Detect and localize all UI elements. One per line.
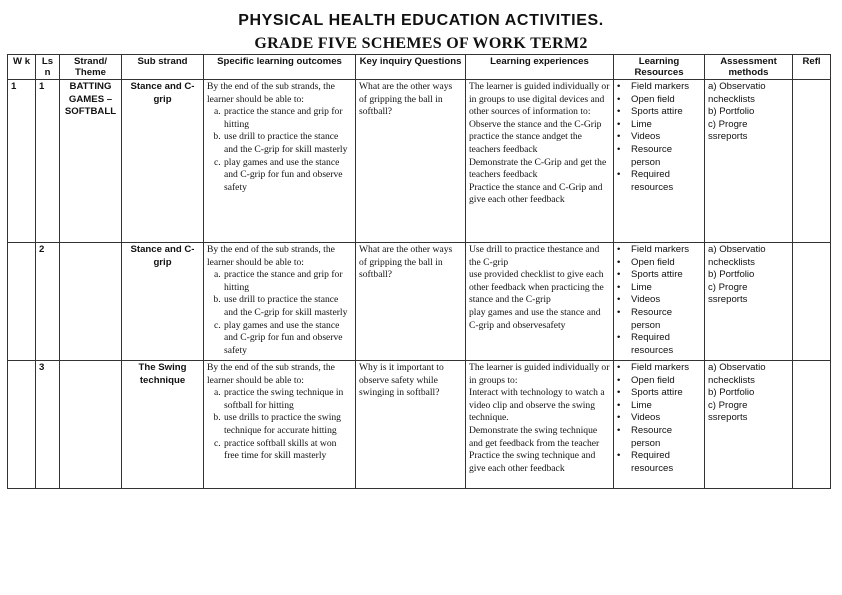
resource-item (617, 374, 701, 388)
week-cell (8, 243, 36, 361)
header-inquiry: Key inquiry Questions (356, 55, 466, 80)
resource-item (617, 362, 701, 375)
experience-item: play games and use the stance and C-grip and observesafety (469, 306, 601, 331)
experience-item: use provided checklist to give each other feedback when practicing the stance and the C-grip (469, 269, 604, 306)
sub-strand-text: The Swing technique (138, 362, 187, 386)
resource-item (617, 269, 701, 282)
resource-item (617, 81, 701, 94)
inquiry-cell (356, 361, 466, 489)
week-cell (8, 361, 36, 489)
header-outcomes: Specific learning outcomes (204, 55, 356, 80)
header-reflection: Refl (793, 55, 831, 80)
outcomes-intro: By the end of the sub strands, the learner should be able to: (207, 244, 335, 268)
resource-item (617, 118, 701, 132)
reflection-cell (793, 361, 831, 489)
assessment-item: a) Observatio nchecklists (708, 81, 766, 105)
experience-item: The learner is guided individually or in groups to: (469, 362, 610, 386)
bullet-icon: • (617, 143, 621, 155)
assessment-item: b) Portfolio (708, 387, 755, 399)
strand-cell (60, 243, 122, 361)
bullet-icon: • (617, 306, 621, 318)
resource-text: Sports attire (631, 269, 683, 281)
bullet-icon: • (617, 244, 621, 255)
strand-cell (60, 361, 122, 489)
resources-list (617, 244, 701, 357)
resource-item (617, 244, 701, 257)
sub-strand-text: Stance and C-grip (130, 81, 195, 105)
header-row (8, 55, 831, 80)
assessment-cell (705, 243, 793, 361)
strand-cell (60, 80, 122, 243)
sub-strand-cell (122, 80, 204, 243)
resource-item (617, 281, 701, 295)
outcomes-list (207, 106, 352, 194)
resource-text: Lime (631, 118, 652, 130)
header-lesson: Ls n (36, 55, 60, 80)
resource-item (617, 450, 701, 475)
outcome-item: b. use drill to practice the stance and the C-grip for skill masterly (223, 131, 352, 156)
outcome-item: a. practice the stance and grip for hitting (223, 106, 352, 131)
table-row (8, 80, 831, 243)
resource-item (617, 412, 701, 425)
experience-item: Practice the swing technique and give each other feedback (469, 450, 596, 474)
resource-text: Lime (631, 281, 652, 293)
resource-item (617, 424, 701, 450)
bullet-icon: • (617, 118, 621, 130)
lesson-cell (36, 80, 60, 243)
assessment-item: a) Observatio nchecklists (708, 362, 766, 386)
resources-cell (614, 243, 705, 361)
bullet-icon: • (617, 169, 621, 181)
resource-text: Field markers (631, 362, 690, 373)
resource-text: Open field (631, 256, 675, 268)
outcome-item: b. use drills to practice the swing technique for accurate hitting (223, 412, 352, 437)
assessment-item: c) Progre ssreports (708, 399, 748, 424)
experience-item: practice the stance andget the teachers feedback (469, 131, 582, 155)
resource-item (617, 131, 701, 144)
resource-text: Resource person (631, 143, 673, 168)
outcome-item: c. play games and use the stance and C-grip for fun and observe safety (223, 157, 352, 195)
outcome-item: a. practice the swing technique in softball for hitting (223, 387, 352, 412)
outcome-item: c. play games and use the stance and C-grip for fun and observe safety (223, 320, 352, 358)
assessment-list (708, 362, 789, 425)
lesson-cell (36, 243, 60, 361)
resource-item (617, 169, 701, 194)
resource-item (617, 306, 701, 332)
assessment-cell (705, 361, 793, 489)
bullet-icon: • (617, 412, 621, 424)
outcomes-intro: By the end of the sub strands, the learner should be able to: (207, 81, 335, 105)
bullet-icon: • (617, 387, 621, 399)
experience-item: Observe the stance and the C-Grip (469, 118, 602, 130)
experience-item: Demonstrate the C-Grip and get the teachers feedback (469, 156, 607, 181)
bullet-icon: • (617, 374, 621, 386)
resource-item (617, 294, 701, 307)
sub-strand-cell (122, 361, 204, 489)
resource-text: Required resources (631, 450, 674, 474)
experience-item: Interact with technology to watch a video clip and observe the swing technique. (469, 387, 605, 424)
resource-item (617, 106, 701, 119)
header-strand: Strand/ Theme (60, 55, 122, 80)
week-number: 1 (11, 81, 17, 92)
resource-text: Field markers (631, 244, 690, 255)
resource-text: Open field (631, 374, 675, 386)
resource-item (617, 399, 701, 413)
resource-text: Videos (631, 294, 661, 306)
resource-text: Required resources (631, 169, 674, 193)
bullet-icon: • (617, 106, 621, 118)
outcomes-cell (204, 361, 356, 489)
lesson-number: 2 (39, 244, 45, 255)
schemes-of-work-table (7, 54, 831, 489)
table-row (8, 243, 831, 361)
resource-text: Lime (631, 399, 652, 411)
header-sub-strand: Sub strand (122, 55, 204, 80)
resource-text: Resource person (631, 424, 673, 449)
experiences-cell (466, 361, 614, 489)
outcome-item: b. use drill to practice the stance and the C-grip for skill masterly (223, 294, 352, 319)
resources-list (617, 81, 701, 194)
bullet-icon: • (617, 281, 621, 293)
assessment-list (708, 244, 789, 307)
resource-text: Open field (631, 93, 675, 105)
resources-list (617, 362, 701, 475)
resource-text: Videos (631, 131, 661, 143)
assessment-item: a) Observatio nchecklists (708, 244, 766, 268)
strand-text: BATTING GAMES – SOFTBALL (64, 81, 117, 118)
bullet-icon: • (617, 450, 621, 462)
lesson-number: 3 (39, 362, 45, 373)
resource-text: Field markers (631, 81, 690, 92)
outcomes-cell (204, 243, 356, 361)
assessment-list (708, 81, 789, 144)
resource-text: Videos (631, 412, 661, 424)
experiences-list (469, 81, 610, 207)
bullet-icon: • (617, 256, 621, 268)
sub-strand-cell (122, 243, 204, 361)
outcomes-list (207, 387, 352, 463)
header-week: W k (8, 55, 36, 80)
resource-text: Required resources (631, 332, 674, 356)
reflection-cell (793, 243, 831, 361)
inquiry-question: What are the other ways of gripping the ball in softball? (359, 81, 453, 118)
experiences-cell (466, 243, 614, 361)
bullet-icon: • (617, 424, 621, 436)
bullet-icon: • (617, 332, 621, 344)
lesson-number: 1 (39, 81, 45, 92)
bullet-icon: • (617, 131, 621, 143)
resource-text: Sports attire (631, 106, 683, 118)
outcomes-list (207, 269, 352, 357)
resource-item (617, 387, 701, 400)
table-row (8, 361, 831, 489)
outcomes-intro: By the end of the sub strands, the learner should be able to: (207, 362, 335, 386)
outcome-item: c. practice softball skills at won free time for skill masterly (223, 438, 352, 463)
bullet-icon: • (617, 362, 621, 373)
assessment-item: b) Portfolio (708, 106, 755, 118)
experiences-list (469, 244, 610, 332)
inquiry-cell (356, 243, 466, 361)
document-title: PHYSICAL HEALTH EDUCATION ACTIVITIES. (238, 12, 604, 29)
resource-text: Sports attire (631, 387, 683, 399)
header-assessment: Assessment methods (705, 55, 793, 80)
week-cell (8, 80, 36, 243)
reflection-cell (793, 80, 831, 243)
bullet-icon: • (617, 399, 621, 411)
experience-item: Demonstrate the swing technique and get feedback from the teacher (469, 424, 600, 449)
assessment-cell (705, 80, 793, 243)
resource-text: Resource person (631, 306, 673, 331)
resources-cell (614, 80, 705, 243)
header-experiences: Learning experiences (466, 55, 614, 80)
assessment-item: c) Progre ssreports (708, 118, 748, 143)
resource-item (617, 256, 701, 270)
bullet-icon: • (617, 294, 621, 306)
inquiry-question: Why is it important to observe safety while swinging in softball? (359, 362, 444, 399)
bullet-icon: • (617, 269, 621, 281)
resources-cell (614, 361, 705, 489)
experiences-list (469, 362, 610, 475)
resource-item (617, 93, 701, 107)
resource-item (617, 143, 701, 169)
bullet-icon: • (617, 81, 621, 92)
sub-strand-text: Stance and C-grip (130, 244, 195, 268)
experience-item: The learner is guided individually or in groups to use digital devices and other sources of information to: (469, 81, 610, 118)
lesson-cell (36, 361, 60, 489)
inquiry-question: What are the other ways of gripping the ball in softball? (359, 244, 453, 281)
experience-item: Practice the stance and C-Grip and give each other feedback (469, 181, 603, 206)
outcome-item: a. practice the stance and grip for hitting (223, 269, 352, 294)
outcomes-cell (204, 80, 356, 243)
resource-item (617, 332, 701, 357)
document-subtitle: GRADE FIVE SCHEMES OF WORK TERM2 (254, 35, 588, 52)
experience-item: Use drill to practice thestance and the C-grip (469, 244, 600, 268)
header-resources: Learning Resources (614, 55, 705, 80)
experiences-cell (466, 80, 614, 243)
assessment-item: c) Progre ssreports (708, 281, 748, 306)
assessment-item: b) Portfolio (708, 269, 755, 281)
bullet-icon: • (617, 93, 621, 105)
inquiry-cell (356, 80, 466, 243)
